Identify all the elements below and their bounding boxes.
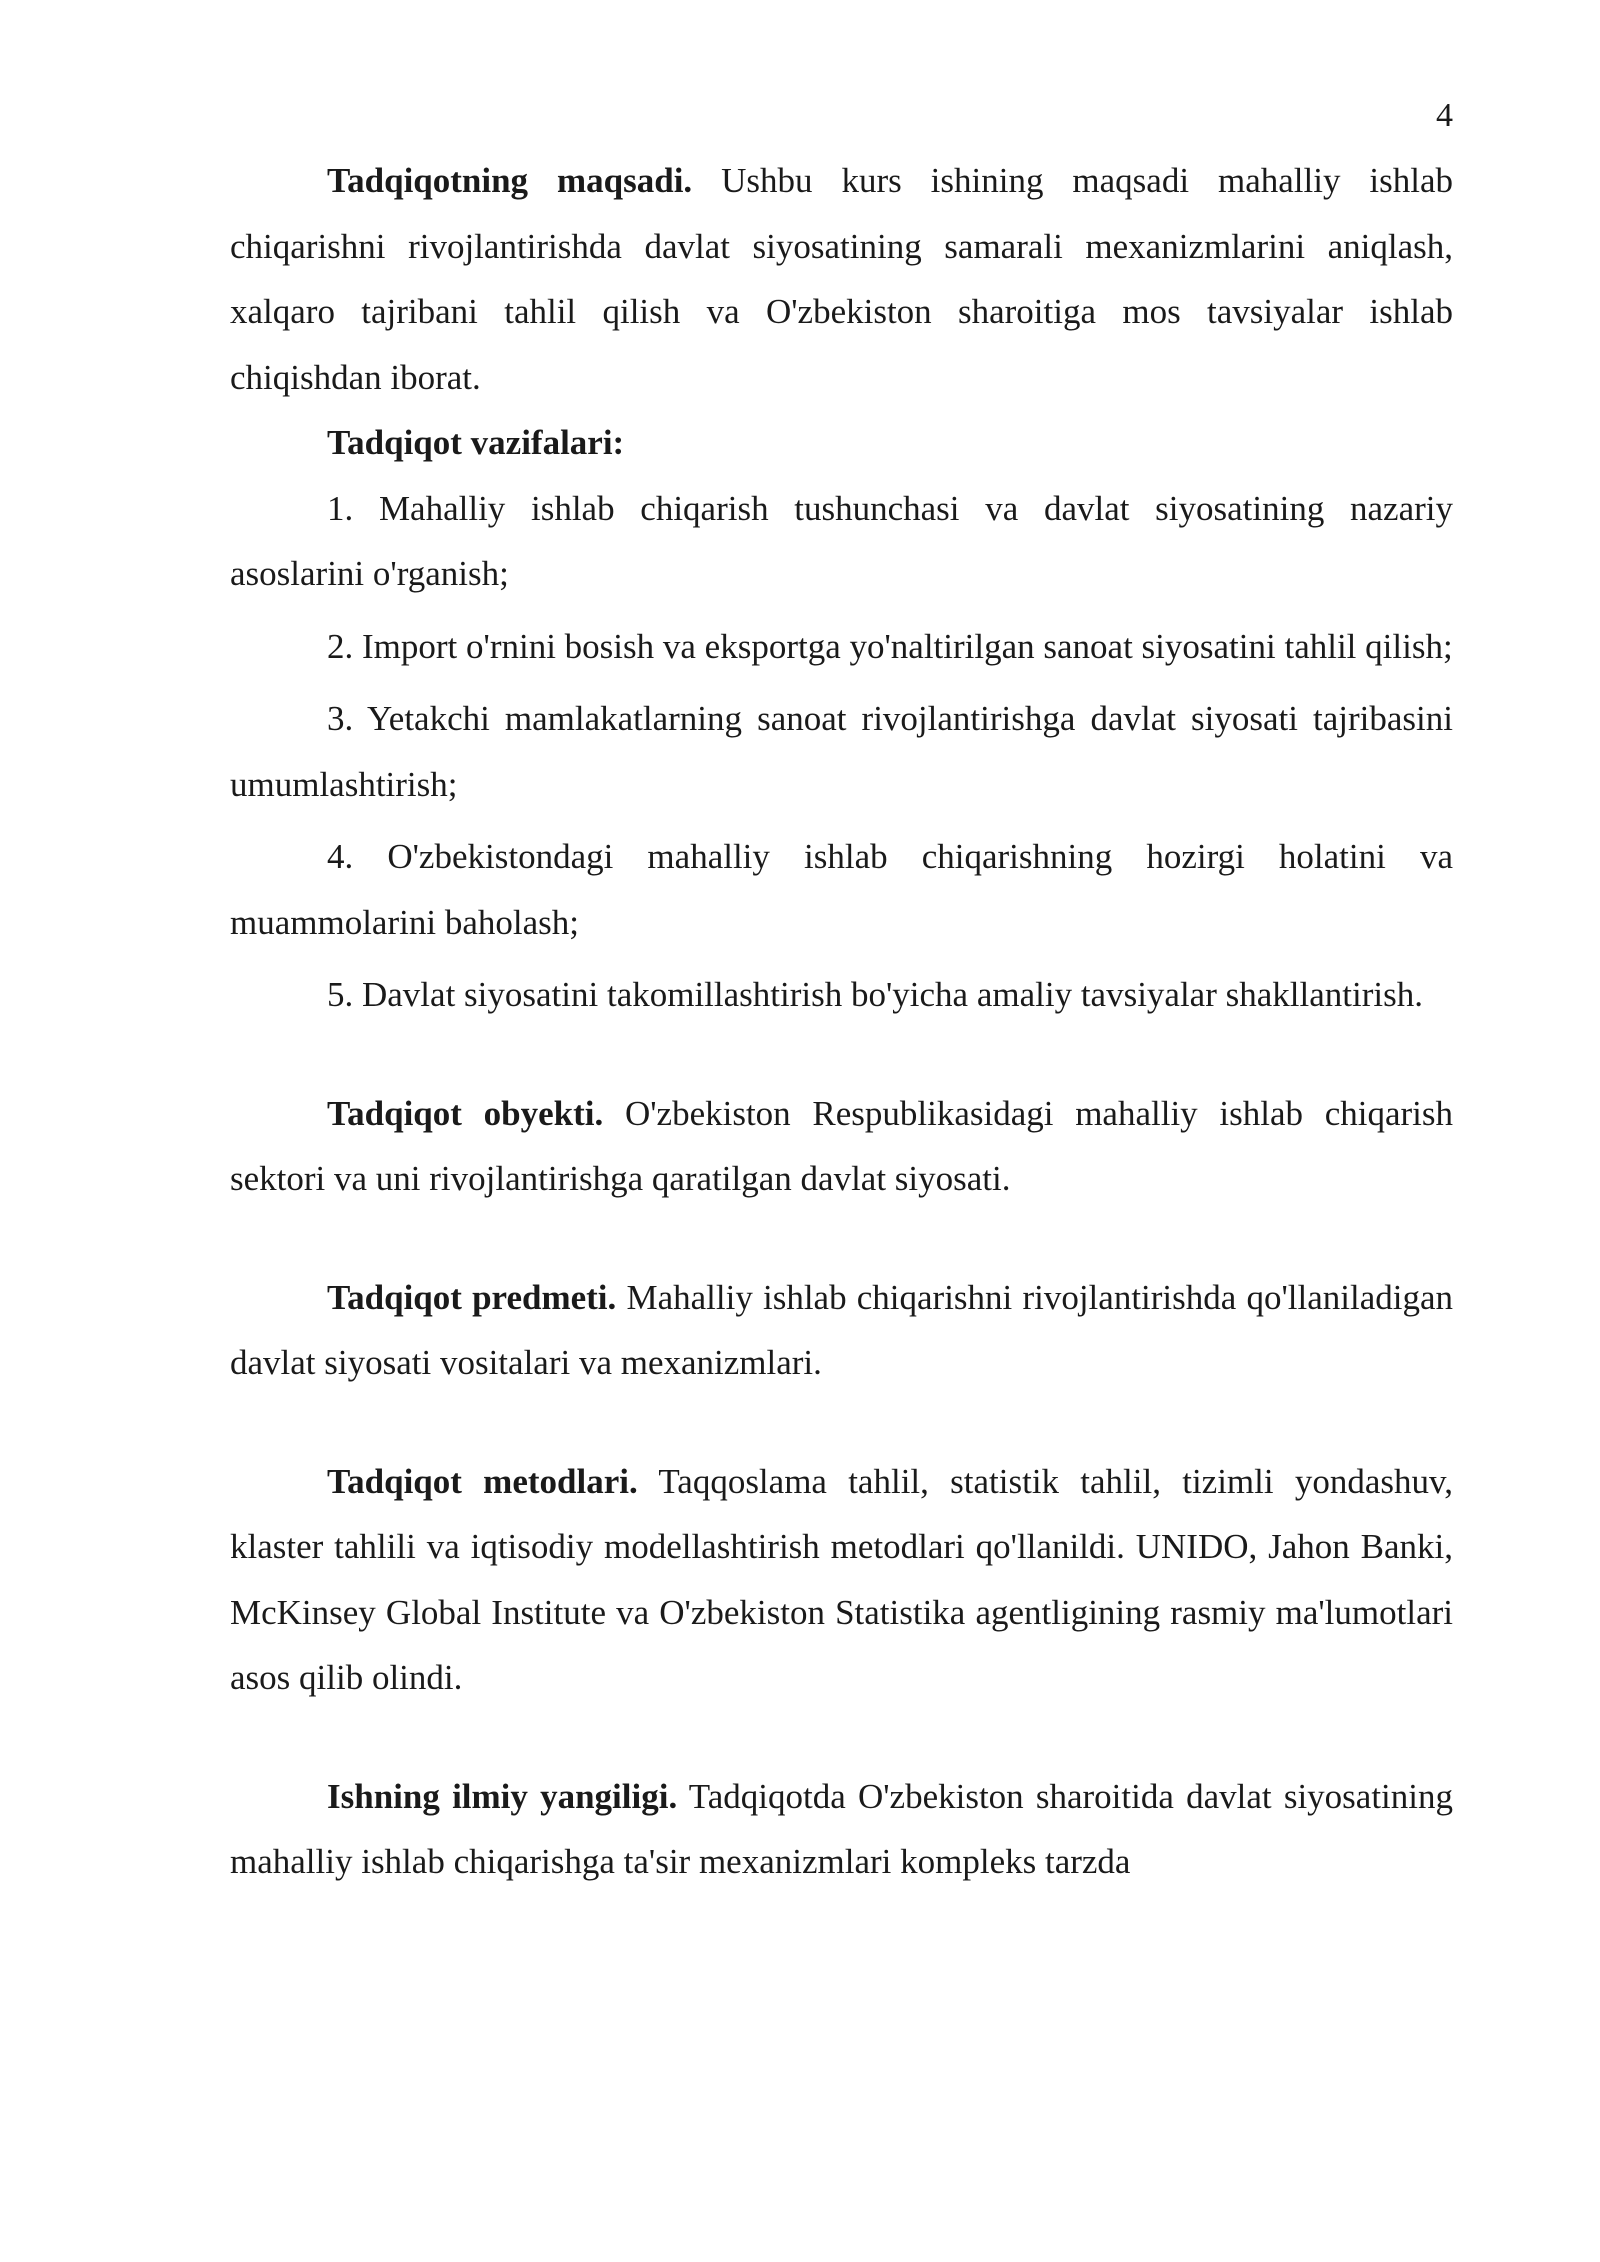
tasks-heading: Tadqiqot vazifalari: bbox=[327, 423, 625, 462]
section-heading: Ishning ilmiy yangiligi. bbox=[327, 1776, 678, 1816]
section-heading: Tadqiqotning maqsadi. bbox=[327, 161, 693, 200]
task-item: 5. Davlat siyosatini takomillashtirish bo'yicha amaliy tavsiyalar shakllantirish. bbox=[327, 975, 1423, 1014]
section-heading: Tadqiqot predmeti. bbox=[327, 1277, 617, 1317]
section-yangilik bbox=[230, 1764, 1453, 1895]
section-text: Mahalliy ishlab chiqarishni rivojlantirishda qo'llaniladigan davlat siyosati vositalari va mexanizmlari. bbox=[230, 1277, 1453, 1382]
section-heading: Tadqiqot metodlari. bbox=[327, 1461, 638, 1501]
task-item: 1. Mahalliy ishlab chiqarish tushunchasi va davlat siyosatining nazariy asoslarini o'rganish; bbox=[230, 488, 1453, 593]
section-heading: Tadqiqot obyekti. bbox=[327, 1093, 604, 1133]
task-item: 2. Import o'rnini bosish va eksportga yo'naltirilgan sanoat siyosatini tahlil qilish; bbox=[327, 626, 1453, 666]
page-content bbox=[230, 148, 1453, 1895]
section-text: Tadqiqotda O'zbekiston sharoitida davlat siyosatining mahalliy ishlab chiqarishga ta'sir mexanizmlari kompleks tarzda bbox=[230, 1776, 1453, 1881]
section-obyekt bbox=[230, 1081, 1453, 1212]
section-text: Taqqoslama tahlil, statistik tahlil, tizimli yondashuv, klaster tahlili va iqtisodiy modellashtirish metodlari qo'llanildi. UNIDO, Jahon Banki, McKinsey Global Institute va O'zbekiston Statistika agentligining rasmiy ma'lumotlari asos qilib olindi. bbox=[230, 1461, 1453, 1697]
page-number: 4 bbox=[1436, 97, 1453, 134]
section-maqsad bbox=[230, 148, 1453, 410]
section-text: Ushbu kurs ishining maqsadi mahalliy ishlab chiqarishni rivojlantirishda davlat siyosatining samarali mexanizmlarini aniqlash, xalqaro tajribani tahlil qilish va O'zbekiston sharoitiga mos tavsiyalar ishlab chiqishdan iborat. bbox=[230, 161, 1453, 397]
section-predmet bbox=[230, 1265, 1453, 1396]
section-metodlar bbox=[230, 1449, 1453, 1711]
section-text: O'zbekiston Respublikasidagi mahalliy ishlab chiqarish sektori va uni rivojlantirishga qaratilgan davlat siyosati. bbox=[230, 1093, 1453, 1198]
task-item: 4. O'zbekistondagi mahalliy ishlab chiqarishning hozirgi holatini va muammolarini baholash; bbox=[230, 837, 1453, 942]
task-item: 3. Yetakchi mamlakatlarning sanoat rivojlantirishga davlat siyosati tajribasini umumlashtirish; bbox=[230, 699, 1453, 804]
